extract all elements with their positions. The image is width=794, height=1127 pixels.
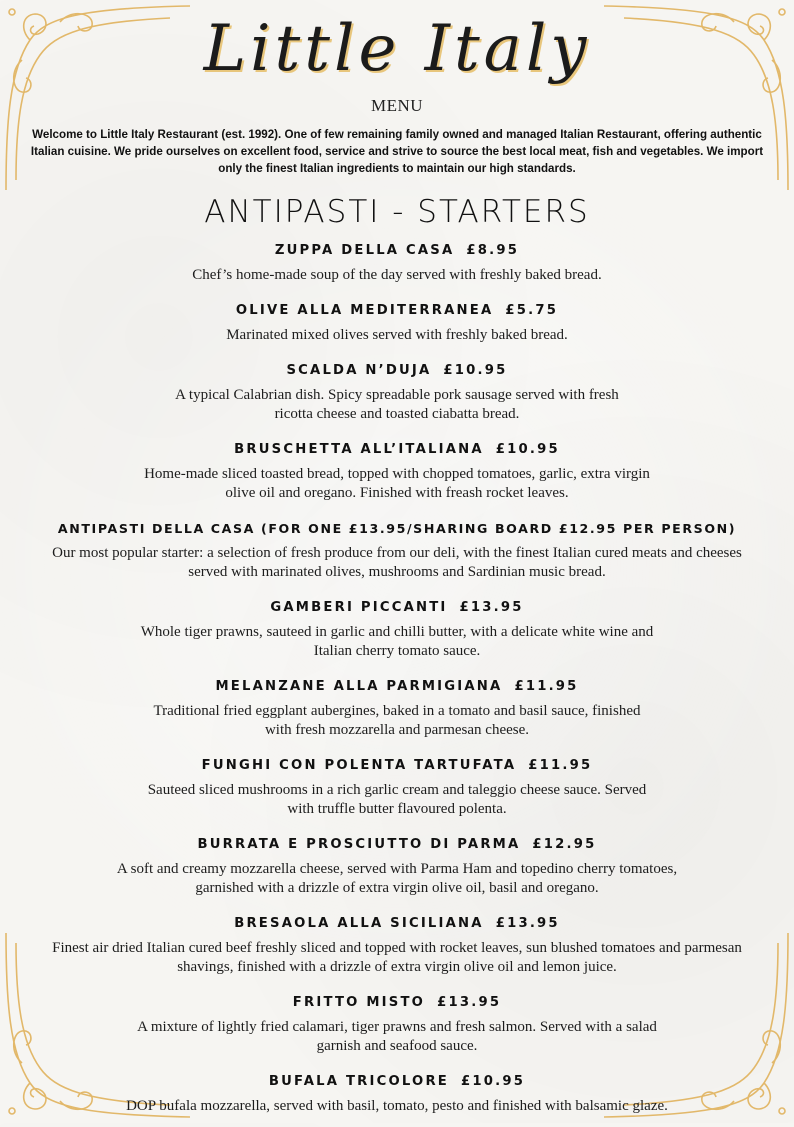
item-title xyxy=(20,514,774,544)
item-description: Traditional fried eggplant aubergines, baked in a tomato and basil sauce, finished with fresh mozzarella and parmesan cheese. xyxy=(153,703,641,738)
item-description: Chef’s home-made soup of the day served with freshly baked bread. xyxy=(192,267,602,283)
restaurant-logo: Little Italy xyxy=(203,12,591,86)
item-description: Home-made sliced toasted bread, topped with chopped tomatoes, garlic, extra virgin olive oil and oregano. Finished with freash rocket leaves. xyxy=(144,466,650,501)
item-description: A soft and creamy mozzarella cheese, served with Parma Ham and topedino cherry tomatoes, garnished with a drizzle of extra virgin olive oil, basil and oregano. xyxy=(116,861,678,896)
item-name: ZUPPA DELLA CASA xyxy=(274,243,455,258)
item-name: BURRATA E PROSCIUTTO DI PARMA xyxy=(197,837,521,852)
item-description: Finest air dried Italian cured beef freshly sliced and topped with rocket leaves, sun blushed tomatoes and parmesan shavings, finished with a drizzle of extra virgin olive oil and lemon juice. xyxy=(52,940,742,975)
item-description: Sauteed sliced mushrooms in a rich garlic cream and taleggio cheese sauce. Served with truffle butter flavoured polenta. xyxy=(147,782,647,817)
menu-item xyxy=(20,672,774,740)
item-price: £10.95 xyxy=(495,442,560,457)
item-price: £13.95 xyxy=(459,600,524,615)
item-price: £11.95 xyxy=(514,679,579,694)
item-name: FRITTO MISTO xyxy=(292,995,426,1010)
item-description: A typical Calabrian dish. Spicy spreadable pork sausage served with fresh ricotta cheese and toasted ciabatta bread. xyxy=(175,387,619,422)
item-title xyxy=(20,593,774,623)
section-title: ANTIPASTI - STARTERS xyxy=(204,194,590,230)
item-description: Whole tiger prawns, sauteed in garlic and chilli butter, with a delicate white wine and Italian cherry tomato sauce. xyxy=(140,624,654,659)
item-title xyxy=(20,356,774,386)
menu-item xyxy=(20,988,774,1056)
item-description: Our most popular starter: a selection of fresh produce from our deli, with the finest Italian cured meats and cheeses served with marinated olives, mushrooms and Sardinian music bread. xyxy=(52,545,742,580)
item-price: £11.95 xyxy=(528,758,593,773)
menu-item xyxy=(20,909,774,977)
menu-item xyxy=(20,751,774,819)
item-title xyxy=(20,435,774,465)
menu-items-list xyxy=(20,236,774,1127)
menu-item xyxy=(20,236,774,285)
item-name: MELANZANE ALLA PARMIGIANA xyxy=(215,679,503,694)
menu-item xyxy=(20,593,774,661)
item-title xyxy=(20,672,774,702)
item-description: DOP bufala mozzarella, served with basil, tomato, pesto and finished with balsamic glaze. xyxy=(126,1098,668,1114)
menu-item xyxy=(20,1067,774,1116)
item-price: £13.95 xyxy=(437,995,502,1010)
item-title xyxy=(20,830,774,860)
item-price: £10.95 xyxy=(443,363,508,378)
item-price: £5.75 xyxy=(505,303,559,318)
item-name: BUFALA TRICOLORE xyxy=(268,1074,450,1089)
item-name: OLIVE ALLA MEDITERRANEA xyxy=(235,303,494,318)
item-price: £8.95 xyxy=(466,243,520,258)
item-description: A mixture of lightly fried calamari, tiger prawns and fresh salmon. Served with a salad garnish and seafood sauce. xyxy=(137,1019,657,1054)
item-name: BRESAOLA ALLA SICILIANA xyxy=(234,916,484,931)
menu-item xyxy=(20,830,774,898)
item-title xyxy=(20,1067,774,1097)
menu-item xyxy=(20,435,774,503)
item-price: £10.95 xyxy=(461,1074,526,1089)
item-name: SCALDA N’DUJA xyxy=(286,363,432,378)
item-title xyxy=(20,236,774,266)
item-price: £12.95 xyxy=(532,837,597,852)
item-name: ANTIPASTI DELLA CASA (FOR ONE £13.95/SHARING BOARD £12.95 PER PERSON) xyxy=(57,521,737,536)
item-name: GAMBERI PICCANTI xyxy=(270,600,448,615)
menu-item xyxy=(20,356,774,424)
menu-item xyxy=(20,514,774,582)
item-title xyxy=(20,751,774,781)
item-price: £13.95 xyxy=(495,916,560,931)
item-name: FUNGHI CON POLENTA TARTUFATA xyxy=(201,758,517,773)
item-title xyxy=(20,988,774,1018)
menu-item xyxy=(20,296,774,345)
item-title xyxy=(20,909,774,939)
menu-label: MENU xyxy=(370,96,424,115)
item-title xyxy=(20,296,774,326)
item-description: Marinated mixed olives served with freshly baked bread. xyxy=(226,327,568,343)
item-name: BRUSCHETTA ALL’ITALIANA xyxy=(234,442,484,457)
intro-paragraph: Welcome to Little Italy Restaurant (est. 1992). One of few remaining family owned and managed Italian Restaurant, offering authentic Italian cuisine. We pride ourselves on excellent food, service and strive to source the best local meat, fish and vegetables. We import only the finest Italian ingredients to maintain our high standards. xyxy=(30,128,764,175)
